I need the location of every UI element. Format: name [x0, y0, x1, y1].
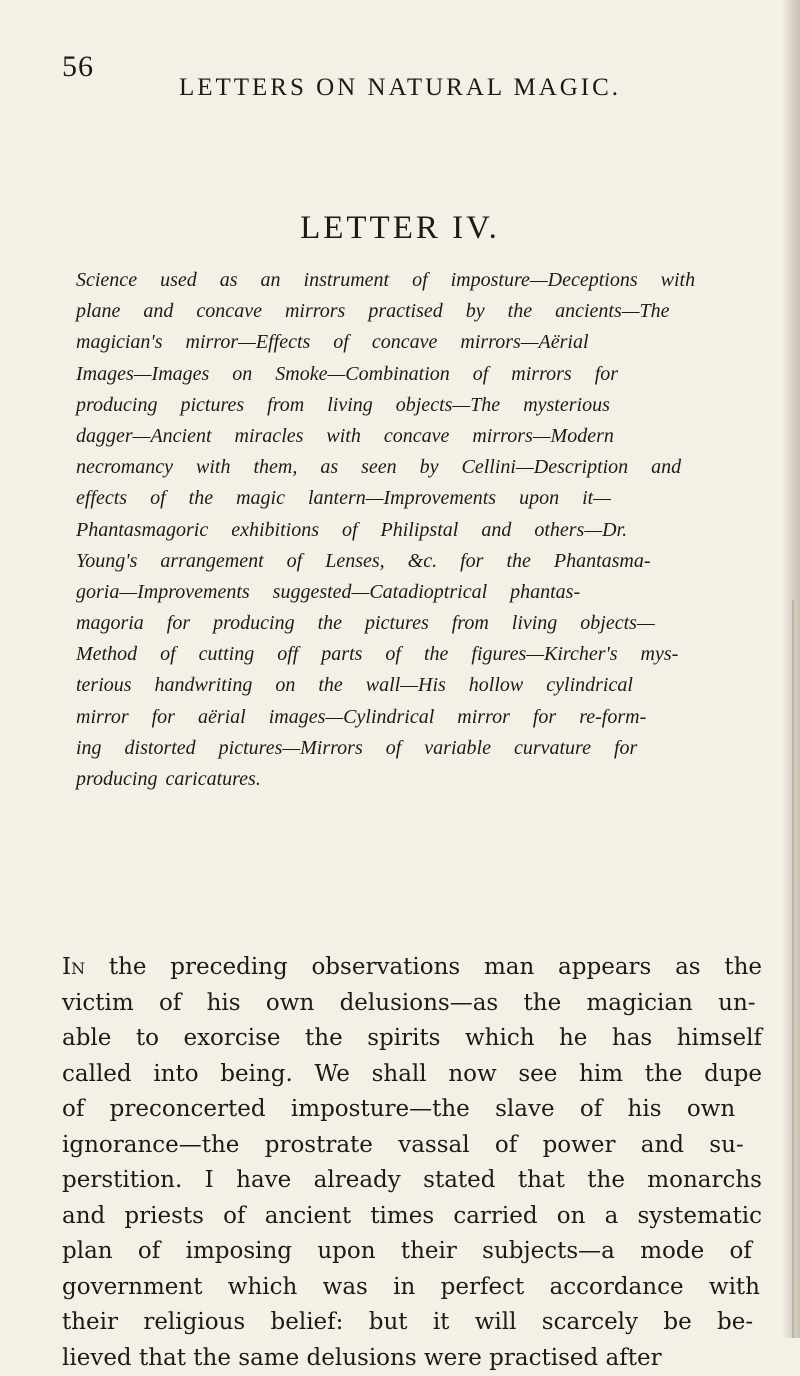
summary-line: terious handwriting on the wall—His hollow cylindrical — [76, 670, 766, 701]
summary-line: magoria for producing the pictures from living objects— — [76, 608, 766, 639]
letter-title: LETTER IV. — [0, 210, 800, 247]
summary-line: mirror for aërial images—Cylindrical mirror for re-form- — [76, 702, 766, 733]
body-line: able to exorcise the spirits which he has himself — [62, 1021, 762, 1057]
body-paragraph — [62, 950, 762, 1376]
summary-line: Science used as an instrument of imposture—Deceptions with — [76, 265, 766, 296]
summary-line: Images—Images on Smoke—Combination of mirrors for — [76, 359, 766, 390]
summary-line: dagger—Ancient miracles with concave mirrors—Modern — [76, 421, 766, 452]
drop-word: In — [62, 954, 85, 980]
body-line: and priests of ancient times carried on a systematic — [62, 1199, 762, 1235]
summary-line: plane and concave mirrors practised by the ancients—The — [76, 296, 766, 327]
summary-line: Young's arrangement of Lenses, &c. for the Phantasma- — [76, 546, 766, 577]
body-line: of preconcerted imposture—the slave of his own — [62, 1092, 762, 1128]
body-line: In the preceding observations man appears as the — [62, 950, 762, 986]
page-edge-shadow — [782, 0, 800, 1338]
summary-line: Method of cutting off parts of the figures—Kircher's mys- — [76, 639, 766, 670]
body-line: victim of his own delusions—as the magician un- — [62, 986, 762, 1022]
body-line: lieved that the same delusions were practised after — [62, 1341, 762, 1376]
summary-line: magician's mirror—Effects of concave mirrors—Aërial — [76, 327, 766, 358]
summary-line: ing distorted pictures—Mirrors of variable curvature for — [76, 733, 766, 764]
page-edge-line — [792, 600, 794, 1338]
body-line: called into being. We shall now see him the dupe — [62, 1057, 762, 1093]
summary-line: goria—Improvements suggested—Catadioptrical phantas- — [76, 577, 766, 608]
body-line: their religious belief: but it will scarcely be be- — [62, 1305, 762, 1341]
body-line: plan of imposing upon their subjects—a mode of — [62, 1234, 762, 1270]
summary-line: producing caricatures. — [76, 764, 766, 795]
chapter-summary — [76, 265, 766, 795]
summary-line: producing pictures from living objects—The mysterious — [76, 390, 766, 421]
summary-line: necromancy with them, as seen by Cellini—Description and — [76, 452, 766, 483]
summary-line: effects of the magic lantern—Improvements upon it— — [76, 483, 766, 514]
body-line: government which was in perfect accordance with — [62, 1270, 762, 1306]
body-line: ignorance—the prostrate vassal of power and su- — [62, 1128, 762, 1164]
page-number: 56 — [62, 50, 94, 84]
summary-line: Phantasmagoric exhibitions of Philipstal and others—Dr. — [76, 515, 766, 546]
body-line: perstition. I have already stated that the monarchs — [62, 1163, 762, 1199]
running-head: LETTERS ON NATURAL MAGIC. — [0, 74, 800, 102]
